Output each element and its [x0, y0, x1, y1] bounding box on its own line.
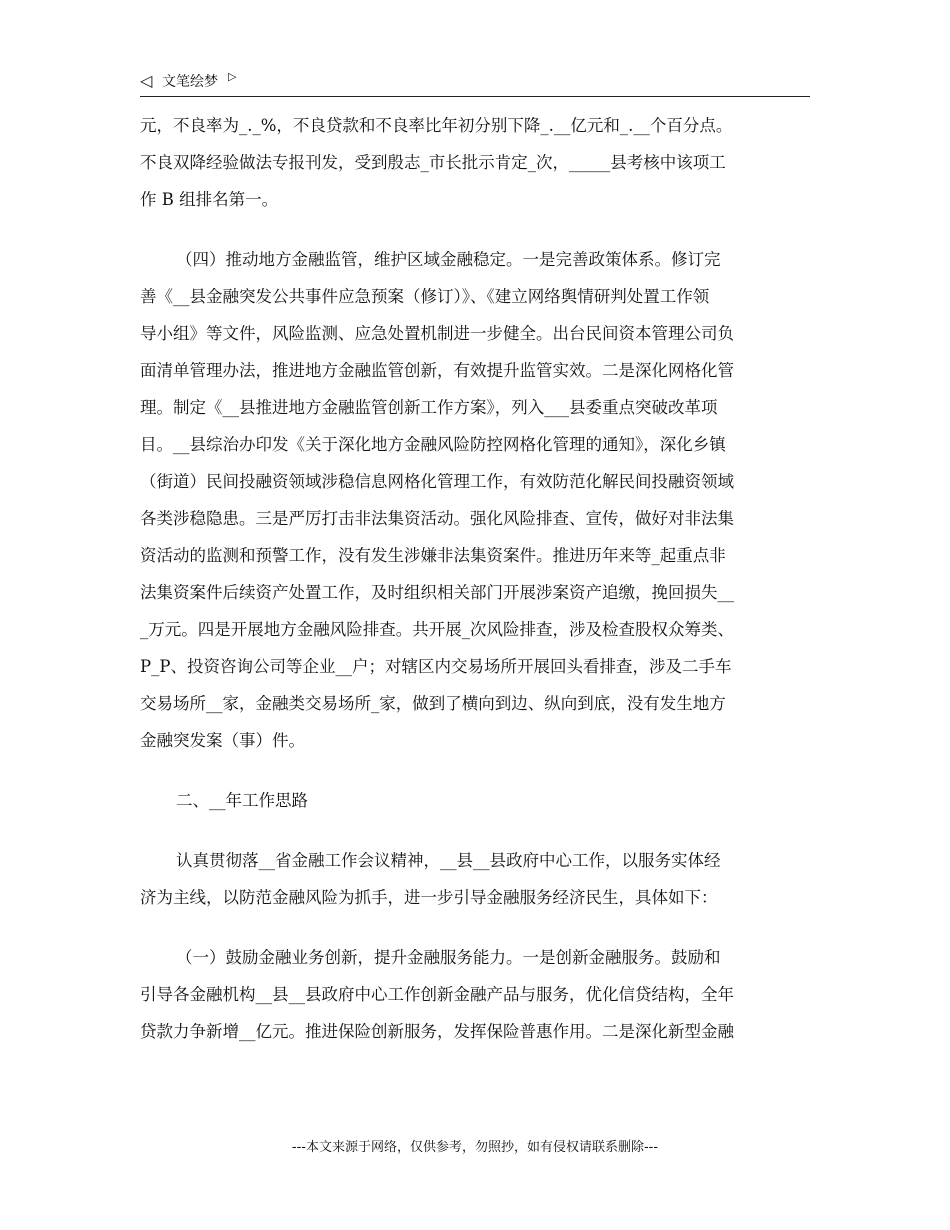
- footer-notice: ---本文来源于网络，仅供参考，勿照抄，如有侵权请联系删除---: [291, 1140, 659, 1155]
- paragraph: [140, 241, 810, 759]
- text-line: 资活动的监测和预警工作，没有发生涉嫌非法集资案件。推进历年来等_起重点非: [140, 546, 726, 565]
- text-line: 认真贯彻落__省金融工作会议精神，__县__县政府中心工作，以服务实体经: [176, 851, 721, 870]
- heading-text: 二、__年工作思路: [176, 791, 308, 810]
- section-heading: [140, 782, 810, 819]
- paragraph: [140, 107, 810, 218]
- text-line: （街道）民间投融资领域涉稳信息网格化管理工作，有效防范化解民间投融资领域: [140, 472, 734, 491]
- text-line: （一）鼓励金融业务创新，提升金融服务能力。一是创新金融服务。鼓励和: [176, 948, 721, 967]
- text-line: 元，不良率为_._%，不良贷款和不良率比年初分别下降_.__亿元和_.__个百分点。: [140, 116, 733, 135]
- right-triangle-icon[interactable]: ▷: [228, 70, 237, 83]
- left-triangle-icon[interactable]: ◁: [140, 71, 153, 90]
- text-line: 贷款力争新增__亿元。推进保险创新服务，发挥保险普惠作用。二是深化新型金融: [140, 1022, 734, 1041]
- text-line: 导小组》等文件，风险监测、应急处置机制进一步健全。出台民间资本管理公司负: [140, 324, 734, 343]
- paragraph: [140, 939, 810, 1050]
- page-header: [140, 70, 810, 97]
- text-line: 济为主线，以防范金融风险为抓手，进一步引导金融服务经济民生，具体如下：: [140, 888, 718, 907]
- text-line: 交易场所__家，金融类交易场所_家，做到了横向到边、纵向到底，没有发生地方: [140, 694, 726, 713]
- text-line: 不良双降经验做法专报刊发，受到殷志_市长批示肯定_次，_____县考核中该项工: [140, 153, 726, 172]
- text-line: 面清单管理办法，推进地方金融监管创新，有效提升监管实效。二是深化网格化管: [140, 361, 734, 380]
- text-line: 理。制定《__县推进地方金融监管创新工作方案》，列入___县委重点突破改革项: [140, 398, 718, 417]
- text-line: 引导各金融机构__县__县政府中心工作创新金融产品与服务，优化信贷结构，全年: [140, 985, 734, 1004]
- header-brand: 文笔绘梦: [162, 74, 218, 90]
- text-line: 目。__县综治办印发《关于深化地方金融风险防控网格化管理的通知》，深化乡镇: [140, 435, 726, 454]
- text-line: _万元。四是开展地方金融风险排查。共开展_次风险排查，涉及检查股权众筹类、: [140, 620, 734, 639]
- text-line: 法集资案件后续资产处置工作，及时组织相关部门开展涉案资产追缴，挽回损失__: [140, 583, 734, 602]
- text-line: 善《__县金融突发公共事件应急预案（修订）》、《建立网络舆情研判处置工作领: [140, 287, 710, 306]
- text-line: 金融突发案（事）件。: [140, 731, 305, 750]
- document-body: [140, 107, 810, 1050]
- text-line: P_P、投资咨询公司等企业__户；对辖区内交易场所开展回头看排查，涉及二手车: [140, 657, 732, 676]
- paragraph: [140, 842, 810, 916]
- text-line: 各类涉稳隐患。三是严厉打击非法集资活动。强化风险排查、宣传，做好对非法集: [140, 509, 734, 528]
- text-line: （四）推动地方金融监管，维护区域金融稳定。一是完善政策体系。修订完: [176, 250, 721, 269]
- text-line: 作 B 组排名第一。: [140, 190, 279, 209]
